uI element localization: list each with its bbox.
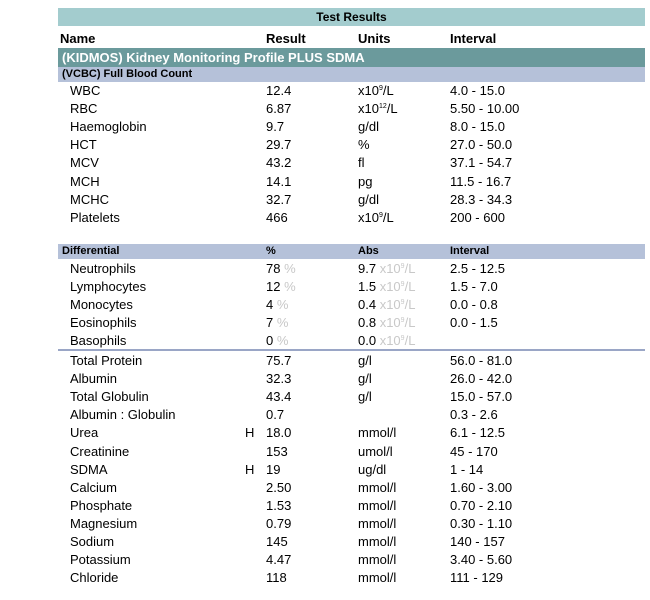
test-result: 14.1: [266, 173, 292, 189]
table-row: [58, 136, 645, 154]
percent-value: 0: [266, 333, 274, 349]
unit-exponent: 9: [400, 335, 405, 343]
test-interval: 0.3 - 2.6: [450, 407, 498, 423]
test-unit: mmol/l: [358, 570, 397, 586]
test-result: 145: [266, 534, 288, 549]
profile-header: (KIDMOS) Kidney Monitoring Profile PLUS SDMA: [58, 48, 645, 67]
test-name: WBC: [70, 83, 101, 98]
percent-value: 12: [266, 279, 281, 295]
unit-suffix: /L: [404, 297, 416, 313]
table-row: [58, 209, 645, 227]
test-unit: [358, 100, 398, 118]
absolute-unit: [380, 333, 416, 348]
unit-base: %: [358, 137, 370, 153]
table-row: [58, 100, 645, 118]
test-result: 9.7: [266, 119, 285, 135]
test-result: 118: [266, 570, 287, 586]
test-percent: [266, 332, 288, 350]
test-unit: umol/l: [358, 443, 393, 459]
test-interval: 1.5 - 7.0: [450, 279, 498, 295]
absolute-unit: [380, 297, 416, 312]
section-divider: [58, 349, 645, 351]
unit-suffix: /L: [404, 333, 416, 349]
test-unit: mmol/l: [358, 497, 397, 513]
unit-suffix: /L: [382, 209, 394, 225]
test-interval: 0.70 - 2.10: [450, 497, 513, 513]
unit-exponent: 9: [400, 263, 405, 270]
test-name: Albumin: [70, 371, 117, 387]
table-row: [58, 118, 645, 136]
unit-base: x10: [379, 279, 401, 295]
test-interval: 111 - 129: [450, 570, 504, 586]
unit-suffix: /L: [404, 279, 416, 295]
test-percent: [266, 260, 296, 278]
test-result: 75.7: [266, 353, 292, 368]
test-absolute: [358, 314, 415, 332]
unit-base: x10: [379, 333, 401, 349]
absolute-value: 1.5: [358, 279, 377, 295]
test-interval: 37.1 - 54.7: [450, 155, 513, 171]
test-name: Sodium: [70, 534, 115, 549]
test-interval: 28.3 - 34.3: [450, 191, 513, 207]
test-result: 6.87: [266, 101, 292, 117]
test-result: 4.47: [266, 552, 292, 568]
unit-base: g/dl: [358, 191, 379, 207]
test-unit: g/l: [358, 389, 372, 405]
table-row: [58, 173, 645, 191]
unit-base: x10: [358, 101, 379, 117]
table-row: [58, 424, 645, 442]
percent-unit: %: [276, 315, 289, 331]
absolute-value: 9.7: [358, 261, 377, 276]
test-interval: 56.0 - 81.0: [450, 353, 513, 368]
differential-interval-header: Interval: [450, 245, 490, 257]
percent-unit: %: [276, 297, 289, 313]
test-interval: 1 - 14: [450, 461, 484, 477]
test-name: Total Protein: [70, 353, 143, 368]
unit-suffix: /L: [404, 261, 416, 276]
unit-base: x10: [379, 261, 401, 276]
test-result: 466: [266, 209, 288, 225]
test-interval: 5.50 - 10.00: [450, 101, 520, 117]
table-row: [58, 370, 645, 388]
table-row: [58, 352, 645, 370]
table-row: [58, 278, 645, 296]
test-interval: 0.30 - 1.10: [450, 515, 513, 531]
test-interval: 3.40 - 5.60: [450, 552, 513, 568]
test-name: Creatinine: [70, 443, 130, 459]
test-name: Chloride: [70, 570, 119, 586]
test-absolute: [358, 296, 415, 314]
test-unit: [358, 154, 365, 172]
unit-base: pg: [358, 173, 373, 189]
test-result: 153: [266, 443, 288, 459]
test-interval: 26.0 - 42.0: [450, 371, 513, 387]
table-row: [58, 569, 645, 587]
table-row: [58, 296, 645, 314]
test-result: 32.7: [266, 191, 292, 207]
test-interval: 6.1 - 12.5: [450, 425, 505, 441]
table-row: [58, 461, 645, 479]
test-name: Calcium: [70, 479, 117, 495]
test-unit: [358, 136, 370, 154]
table-row: [58, 260, 645, 278]
unit-exponent: 9: [378, 85, 383, 92]
test-interval: 27.0 - 50.0: [450, 137, 513, 153]
table-row: [58, 314, 645, 332]
test-unit: mmol/l: [358, 552, 397, 568]
unit-exponent: 12: [378, 103, 387, 111]
absolute-unit: [380, 279, 416, 294]
test-interval: 11.5 - 16.7: [450, 173, 512, 189]
test-name: MCV: [70, 155, 99, 171]
column-header-name: Name: [60, 31, 96, 46]
test-result: 43.4: [266, 389, 292, 405]
test-result: 1.53: [266, 497, 292, 513]
unit-suffix: /L: [382, 83, 394, 98]
percent-unit: %: [276, 333, 289, 349]
test-interval: 45 - 170: [450, 443, 498, 459]
table-row: [58, 388, 645, 406]
test-name: Phosphate: [70, 497, 133, 513]
column-header-units: Units: [358, 31, 391, 46]
unit-exponent: 9: [378, 211, 383, 219]
test-unit: [358, 209, 394, 227]
test-unit: ug/dl: [358, 461, 387, 477]
test-name: Monocytes: [70, 297, 133, 313]
unit-exponent: 9: [400, 299, 405, 307]
report-title: Test Results: [58, 8, 645, 26]
test-name: SDMA: [70, 461, 108, 477]
table-row: [58, 497, 645, 515]
table-row: [58, 515, 645, 533]
unit-exponent: 9: [400, 317, 405, 325]
differential-header: [58, 244, 645, 259]
test-absolute: [358, 332, 415, 350]
test-name: HCT: [70, 137, 97, 153]
test-unit: g/l: [358, 371, 372, 387]
test-interval: 0.0 - 0.8: [450, 297, 498, 313]
test-result: 0.7: [266, 407, 285, 423]
test-name: Magnesium: [70, 515, 138, 531]
differential-abs-header: Abs: [358, 245, 379, 257]
cbc-group-header: (VCBC) Full Blood Count: [58, 67, 645, 82]
test-name: Albumin : Globulin: [70, 407, 176, 423]
test-unit: g/l: [358, 353, 372, 368]
test-name: Basophils: [70, 333, 127, 349]
test-percent: [266, 314, 288, 332]
table-row: [58, 479, 645, 497]
test-result: 43.2: [266, 155, 292, 171]
test-unit: [358, 173, 372, 191]
test-name: Potassium: [70, 552, 131, 568]
column-header-result: Result: [266, 31, 306, 46]
test-interval: 140 - 157: [450, 534, 505, 549]
test-interval: 0.0 - 1.5: [450, 315, 498, 331]
table-row: [58, 191, 645, 209]
unit-base: x10: [379, 315, 401, 331]
test-name: Neutrophils: [70, 261, 136, 276]
test-interval: 200 - 600: [450, 209, 505, 225]
test-name: Platelets: [70, 209, 120, 225]
test-name: Eosinophils: [70, 315, 137, 331]
test-result: 18.0: [266, 425, 292, 441]
test-unit: mmol/l: [358, 479, 397, 495]
table-row: [58, 82, 645, 100]
table-row: [58, 406, 645, 424]
absolute-unit: [380, 315, 416, 330]
test-percent: [266, 278, 296, 296]
differential-pct-header: %: [266, 245, 276, 257]
test-result: 12.4: [266, 83, 292, 98]
test-unit: [358, 82, 394, 100]
unit-base: g/dl: [358, 119, 379, 135]
test-unit: mmol/l: [358, 534, 397, 549]
test-unit: [358, 191, 379, 209]
test-name: RBC: [70, 101, 98, 117]
test-interval: 15.0 - 57.0: [450, 389, 513, 405]
unit-suffix: /L: [386, 101, 398, 117]
test-name: Lymphocytes: [70, 279, 147, 295]
test-unit: mmol/l: [358, 515, 397, 531]
test-name: Urea: [70, 425, 99, 441]
unit-suffix: /L: [404, 315, 416, 331]
test-result: 0.79: [266, 515, 292, 531]
test-result: 19: [266, 461, 281, 477]
high-flag: H: [245, 425, 255, 441]
table-row: [58, 551, 645, 569]
unit-exponent: 9: [400, 281, 405, 289]
test-unit: mmol/l: [358, 425, 397, 441]
absolute-value: 0.8: [358, 315, 377, 331]
test-interval: 4.0 - 15.0: [450, 83, 505, 98]
test-name: Haemoglobin: [70, 119, 147, 135]
column-header-interval: Interval: [450, 31, 497, 46]
test-unit: [358, 118, 379, 136]
test-name: MCH: [70, 173, 100, 189]
test-name: Total Globulin: [70, 389, 149, 405]
table-row: [58, 443, 645, 461]
percent-value: 7: [266, 315, 274, 331]
differential-title: Differential: [62, 245, 120, 257]
test-name: MCHC: [70, 191, 109, 207]
test-absolute: [358, 260, 415, 278]
test-interval: 8.0 - 15.0: [450, 119, 505, 135]
test-result: 29.7: [266, 137, 292, 153]
test-interval: 2.5 - 12.5: [450, 261, 505, 276]
test-result: 2.50: [266, 479, 292, 495]
unit-base: x10: [358, 83, 379, 98]
percent-value: 78: [266, 261, 281, 276]
table-row: [58, 332, 645, 350]
absolute-value: 0.0: [358, 333, 377, 349]
table-row: [58, 154, 645, 172]
percent-unit: %: [284, 279, 296, 295]
high-flag: H: [245, 461, 255, 477]
unit-base: x10: [379, 297, 401, 313]
unit-base: x10: [358, 209, 379, 225]
table-row: [58, 533, 645, 551]
test-absolute: [358, 278, 415, 296]
percent-unit: %: [284, 261, 296, 276]
absolute-unit: [380, 261, 416, 276]
test-interval: 1.60 - 3.00: [450, 479, 513, 495]
percent-value: 4: [266, 297, 274, 313]
absolute-value: 0.4: [358, 297, 377, 313]
test-result: 32.3: [266, 371, 292, 387]
unit-base: fl: [358, 155, 365, 171]
test-percent: [266, 296, 288, 314]
